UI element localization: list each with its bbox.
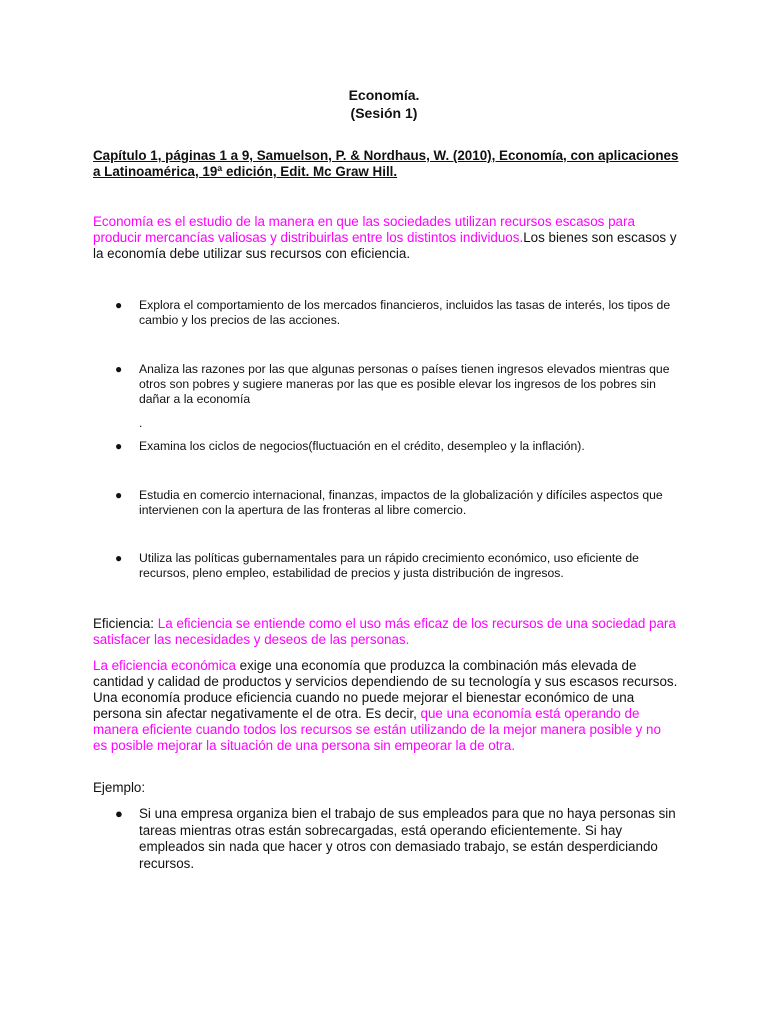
bullet-icon: ● [115, 362, 123, 376]
list-item [115, 488, 679, 518]
bibliographic-reference: Capítulo 1, páginas 1 a 9, Samuelson, P. & Nordhaus, W. (2010), Economía, con aplicaciones a Latinoamérica, 19ª edición, Edit. Mc Graw Hill. [93, 148, 679, 179]
example-text: Si una empresa organiza bien el trabajo de sus empleados para que no haya personas sin tareas mientras otras están sobrecargadas, está operando eficientemente. Si hay empleados sin nada que hacer y otros con demasiado trabajo, se están desperdiciando recursos. [139, 806, 676, 871]
list-item-text: Examina los ciclos de negocios(fluctuación en el crédito, desempleo y la inflación). [139, 439, 585, 453]
efficiency-definition-highlight: La eficiencia se entiende como el uso más eficaz de los recursos de una sociedad para satisfacer las necesidades y deseos de las personas. [93, 616, 676, 647]
list-item [115, 551, 679, 581]
bullet-icon: ● [115, 439, 123, 453]
bullet-icon: ● [115, 488, 123, 502]
example-label: Ejemplo: [93, 780, 146, 795]
document-title: Economía. [348, 87, 420, 103]
bullet-icon: ● [115, 298, 123, 312]
list-item-text: Utiliza las políticas gubernamentales para un rápido crecimiento económico, uso eficiente de recursos, pleno empleo, estabilidad de precios y justa distribución de ingresos. [139, 551, 639, 580]
list-item-text: Explora el comportamiento de los mercados financieros, incluidos las tasas de interés, los tipos de cambio y los precios de las acciones. [139, 298, 671, 327]
list-item [115, 298, 679, 328]
economy-definition-rest: Los bienes son escasos y la economía debe utilizar sus recursos con eficiencia. [93, 230, 677, 261]
list-item-text: Estudia en comercio internacional, finanzas, impactos de la globalización y difíciles aspectos que intervienen con la apertura de las fronteras al libre comercio. [139, 488, 663, 517]
bullet-icon: ● [115, 806, 123, 821]
example-list-item [115, 806, 679, 872]
economic-efficiency-highlight: La eficiencia económica [93, 658, 236, 673]
economic-efficiency-paragraph [93, 658, 678, 754]
economic-efficiency-conclusion-highlight: que una economía está operando de manera eficiente cuando todos los recursos se están utilizando de la mejor manera posible y no es posible mejorar la situación de una persona sin empeorar la de otra. [93, 706, 661, 753]
economic-efficiency-text: exige una economía que produzca la combinación más elevada de cantidad y calidad de productos y servicios dependiendo de su tecnología y sus escasos recursos. Una economía produce eficiencia cuando no puede mejorar el bienestar económico de una persona sin afectar negativamente el de otra. Es decir, [93, 658, 678, 721]
economy-definition-paragraph [93, 214, 678, 262]
economy-definition-highlight: Economía es el estudio de la manera en que las sociedades utilizan recursos escasos para producir mercancías valiosas y distribuirlas entre los distintos individuos. [93, 214, 635, 245]
list-item [115, 439, 679, 454]
efficiency-label: Eficiencia: [93, 616, 155, 631]
stray-period: . [139, 416, 143, 430]
list-item-text: Analiza las razones por las que algunas personas o países tienen ingresos elevados mientras que otros son pobres y sugiere maneras por las que es posible elevar los ingresos de los pobres sin dañar a la economía [139, 362, 670, 406]
list-item [115, 362, 679, 407]
bullet-icon: ● [115, 551, 123, 565]
efficiency-definition-paragraph [93, 616, 678, 648]
session-subtitle: (Sesión 1) [350, 105, 418, 121]
